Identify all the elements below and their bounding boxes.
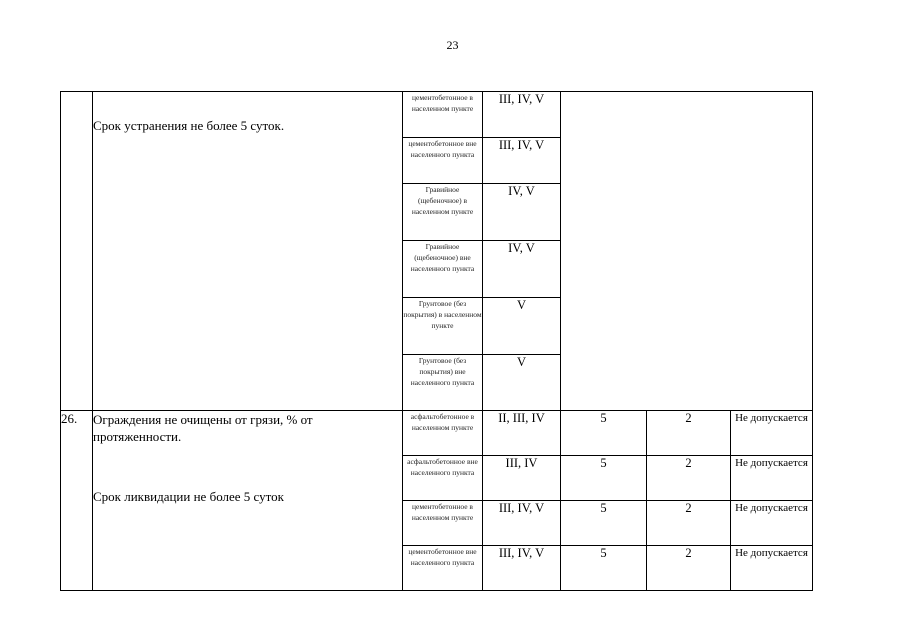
- category-cell: II, III, IV: [483, 411, 561, 456]
- value-cell: 2: [647, 411, 731, 456]
- row-number-cell: 26.: [61, 411, 93, 591]
- description-cell: [93, 411, 403, 591]
- coverage-cell: асфальтобетонное вне населенного пункта: [403, 456, 483, 501]
- empty-values-cell: [561, 92, 813, 411]
- row-number-cell: [61, 92, 93, 411]
- category-cell: IV, V: [483, 184, 561, 241]
- table-row: [61, 92, 813, 138]
- table-row: [61, 411, 813, 456]
- value-cell: 5: [561, 546, 647, 591]
- requirements-table: [60, 91, 813, 591]
- category-cell: III, IV, V: [483, 138, 561, 184]
- coverage-cell: асфальтобетонное в населенном пункте: [403, 411, 483, 456]
- note-cell: Не допускается: [731, 456, 813, 501]
- description-cell: [93, 92, 403, 411]
- value-cell: 2: [647, 546, 731, 591]
- value-cell: 5: [561, 411, 647, 456]
- category-cell: V: [483, 298, 561, 355]
- note-cell: Не допускается: [731, 546, 813, 591]
- note-cell: Не допускается: [731, 411, 813, 456]
- value-cell: 5: [561, 501, 647, 546]
- coverage-cell: Гравийное (щебеночное) вне населенного пункта: [403, 241, 483, 298]
- value-cell: 2: [647, 456, 731, 501]
- coverage-cell: цементобетонное вне населенного пункта: [403, 546, 483, 591]
- coverage-cell: Гравийное (щебеночное) в населенном пункте: [403, 184, 483, 241]
- coverage-cell: цементобетонное в населенном пункте: [403, 501, 483, 546]
- value-cell: 5: [561, 456, 647, 501]
- category-cell: IV, V: [483, 241, 561, 298]
- category-cell: III, IV: [483, 456, 561, 501]
- coverage-cell: Грунтовое (без покрытия) вне населенного пункта: [403, 355, 483, 411]
- category-cell: III, IV, V: [483, 92, 561, 138]
- term-text: Срок ликвидации не более 5 суток: [93, 489, 284, 504]
- category-cell: III, IV, V: [483, 501, 561, 546]
- description-text: Ограждения не очищены от грязи, % от протяженности.: [93, 412, 313, 444]
- page-number: 23: [446, 38, 459, 52]
- coverage-cell: цементобетонное вне населенного пункта: [403, 138, 483, 184]
- coverage-cell: Грунтовое (без покрытия) в населенном пункте: [403, 298, 483, 355]
- category-cell: III, IV, V: [483, 546, 561, 591]
- term-text: Срок устранения не более 5 суток.: [93, 118, 285, 133]
- category-cell: V: [483, 355, 561, 411]
- value-cell: 2: [647, 501, 731, 546]
- note-cell: Не допускается: [731, 501, 813, 546]
- coverage-cell: цементобетонное в населенном пункте: [403, 92, 483, 138]
